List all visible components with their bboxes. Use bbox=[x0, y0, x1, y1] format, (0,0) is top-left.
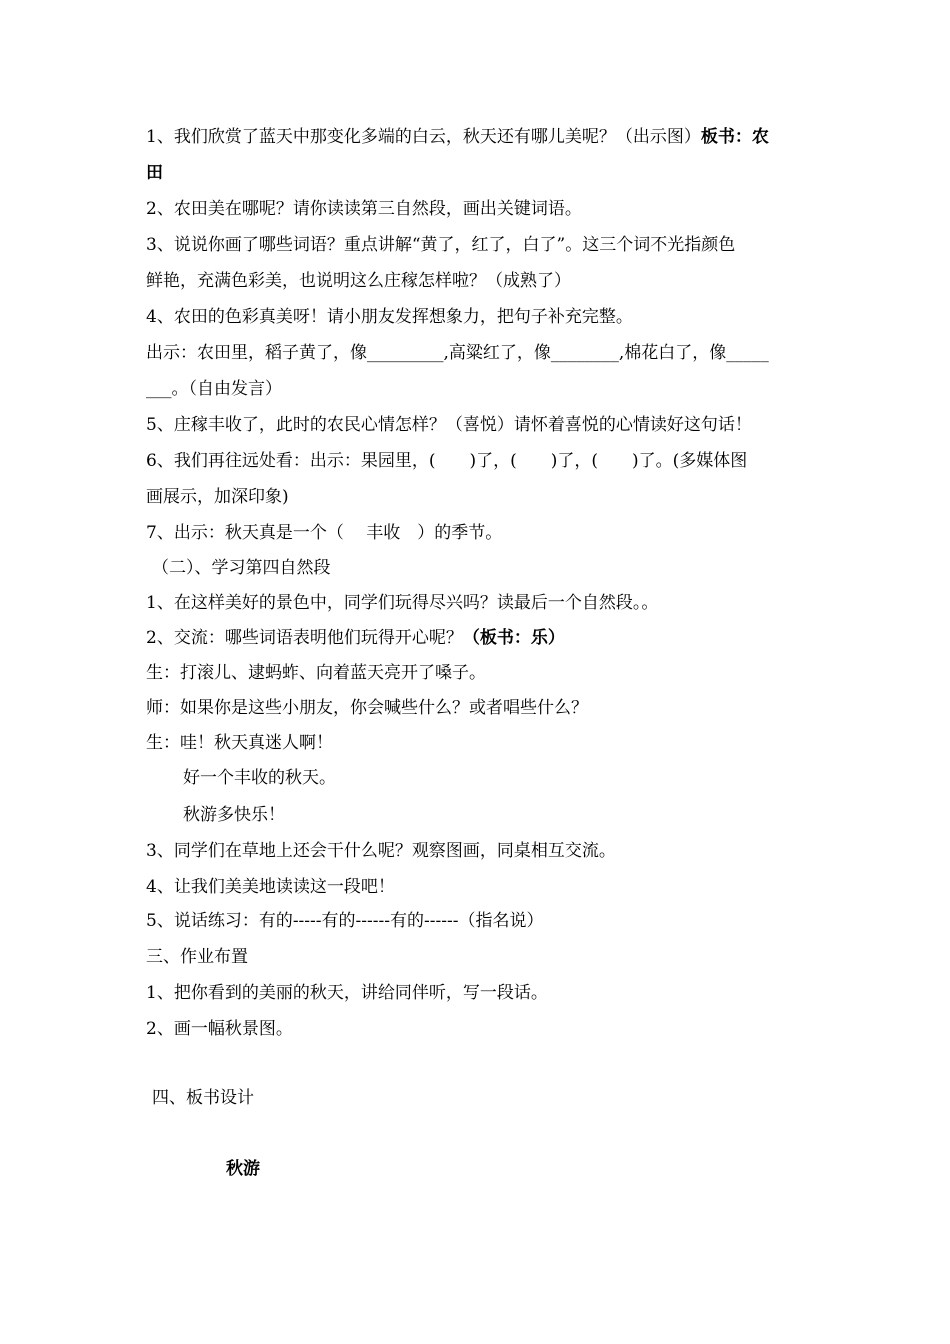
paragraph-line: 1、在这样美好的景色中，同学们玩得尽兴吗？读最后一个自然段。。 bbox=[146, 593, 659, 613]
dialogue-line: 生：打滚儿、逮蚂蚱、向着蓝天亮开了嗓子。 bbox=[146, 663, 486, 683]
text-segment: 1、我们欣赏了蓝天中那变化多端的白云，秋天还有哪儿美呢？（出示图） bbox=[146, 127, 701, 147]
paragraph-line: 画展示，加深印象) bbox=[146, 487, 289, 507]
board-design-title: 秋游 bbox=[226, 1159, 260, 1179]
board-note-continued: 田 bbox=[146, 163, 163, 183]
section-heading: 四、板书设计 bbox=[152, 1088, 254, 1108]
paragraph-line: 4、农田的色彩真美呀！请小朋友发挥想象力，把句子补充完整。 bbox=[146, 307, 633, 327]
section-heading: 三、作业布置 bbox=[146, 947, 248, 967]
paragraph-line: 3、同学们在草地上还会干什么呢？观察图画，同桌相互交流。 bbox=[146, 841, 616, 861]
paragraph-line: 5、庄稼丰收了，此时的农民心情怎样？（喜悦）请怀着喜悦的心情读好这句话！ bbox=[146, 415, 752, 435]
dialogue-line: 秋游多快乐！ bbox=[183, 805, 285, 825]
paragraph-line bbox=[146, 620, 811, 656]
fill-in-sentence-continued: ___。（自由发言） bbox=[146, 379, 282, 399]
dialogue-line: 生：哇！秋天真迷人啊！ bbox=[146, 733, 333, 753]
paragraph-line: 鲜艳，充满色彩美，也说明这么庄稼怎样啦？（成熟了） bbox=[146, 271, 571, 291]
board-note: （板书：乐） bbox=[462, 628, 565, 648]
text-segment: 2、交流：哪些词语表明他们玩得开心呢？ bbox=[146, 628, 463, 648]
paragraph-line: 3、说说你画了哪些词语？重点讲解“黄了，红了，白了”。这三个词不光指颜色 bbox=[146, 235, 736, 255]
paragraph-line: 7、出示：秋天真是一个（ 丰收 ）的季节。 bbox=[146, 523, 503, 543]
fill-in-sentence: 出示：农田里，稻子黄了，像_________,高粱红了，像________,棉花白了，像_____ bbox=[146, 343, 769, 363]
board-note: 板书：农 bbox=[700, 127, 769, 147]
paragraph-line: 2、农田美在哪呢？请你读读第三自然段，画出关键词语。 bbox=[146, 199, 582, 219]
paragraph-line: 1、把你看到的美丽的秋天，讲给同伴听，写一段话。 bbox=[146, 983, 548, 1003]
paragraph-line bbox=[146, 119, 811, 155]
paragraph-line: 6、我们再往远处看：出示：果园里，( )了，( )了，( )了。(多媒体图 bbox=[146, 451, 748, 471]
paragraph-line: 5、说话练习：有的-----有的------有的------（指名说） bbox=[146, 911, 544, 931]
dialogue-line: 师：如果你是这些小朋友，你会喊些什么？或者唱些什么？ bbox=[146, 698, 588, 718]
dialogue-line: 好一个丰收的秋天。 bbox=[183, 768, 336, 788]
paragraph-line: 4、让我们美美地读读这一段吧！ bbox=[146, 877, 395, 897]
paragraph-line: 2、画一幅秋景图。 bbox=[146, 1019, 293, 1039]
section-heading: （二）、学习第四自然段 bbox=[152, 558, 331, 578]
